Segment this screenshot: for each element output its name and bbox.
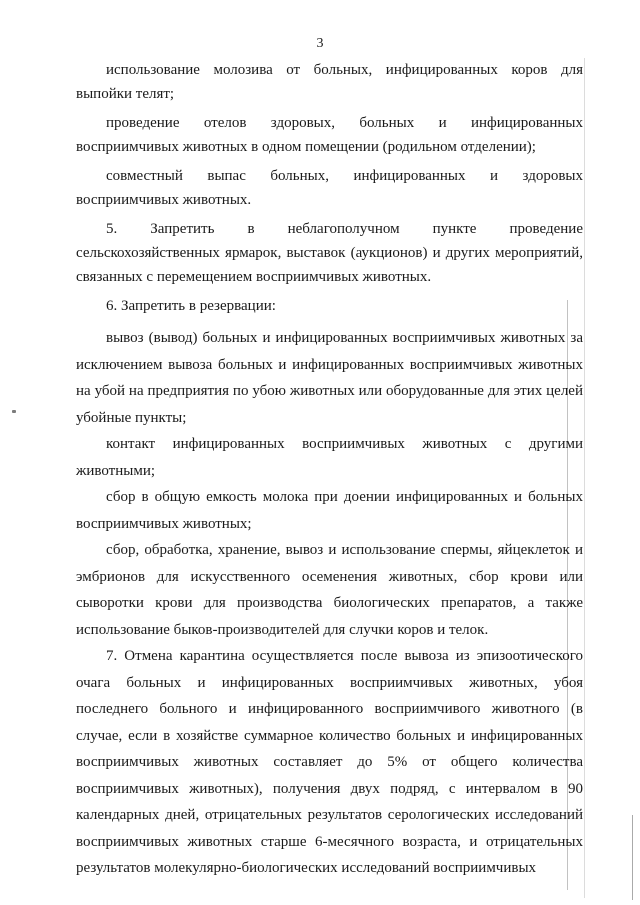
paragraph-calving: проведение отелов здоровых, больных и инфицированных восприимчивых животных в одном помещении (родильном отделении); [76, 115, 583, 155]
scan-edge-line [632, 815, 633, 900]
paragraph-item-5: 5. Запретить в неблагополучном пункте проведение сельскохозяйственных ярмарок, выставок (аукционов) и других мероприятий, связанных с перемещением восприимчивых животных. [76, 221, 583, 285]
reservation-prohibitions [76, 325, 583, 882]
paragraph-contact: контакт инфицированных восприимчивых животных с другими животными; [76, 436, 583, 479]
scan-speck [12, 410, 16, 413]
paragraph-export: вывоз (вывод) больных и инфицированных восприимчивых животных за исключением вывоза больных и инфицированных восприимчивых животных на убой на предприятия по убою животных или оборудованные для этих целей убойные пункты; [76, 330, 583, 426]
paragraph-colostrum: использование молозива от больных, инфицированных коров для выпойки телят; [76, 62, 583, 102]
paragraph-grazing: совместный выпас больных, инфицированных и здоровых восприимчивых животных. [76, 168, 583, 208]
scan-margin-line [584, 58, 585, 898]
prohibitions-list-continued [76, 58, 583, 318]
page-number: 3 [316, 36, 324, 51]
document-body [76, 58, 583, 882]
paragraph-semen: сбор, обработка, хранение, вывоз и использование спермы, яйцеклеток и эмбрионов для искусственного осеменения животных, сбор крови или сыворотки крови для производства биологических препаратов, а также использование быков-производителей для случки коров и телок. [76, 542, 583, 638]
paragraph-item-7: 7. Отмена карантина осуществляется после вывоза из эпизоотического очага больных и инфицированных восприимчивых животных, убоя последнего больного и инфицированного восприимчивого животного (в случае, если в хозяйстве суммарное количество больных и инфицированных восприимчивых животных составляет до 5% от общего количества восприимчивых животных), получения двух подряд, с интервалом в 90 календарных дней, отрицательных результатов серологических исследований восприимчивых животных старше 6-месячного возраста, и отрицательных результатов молекулярно-биологических исследований восприимчивых [76, 648, 583, 876]
paragraph-item-6: 6. Запретить в резервации: [106, 298, 276, 314]
paragraph-milk: сбор в общую емкость молока при доении инфицированных и больных восприимчивых животных; [76, 489, 583, 532]
